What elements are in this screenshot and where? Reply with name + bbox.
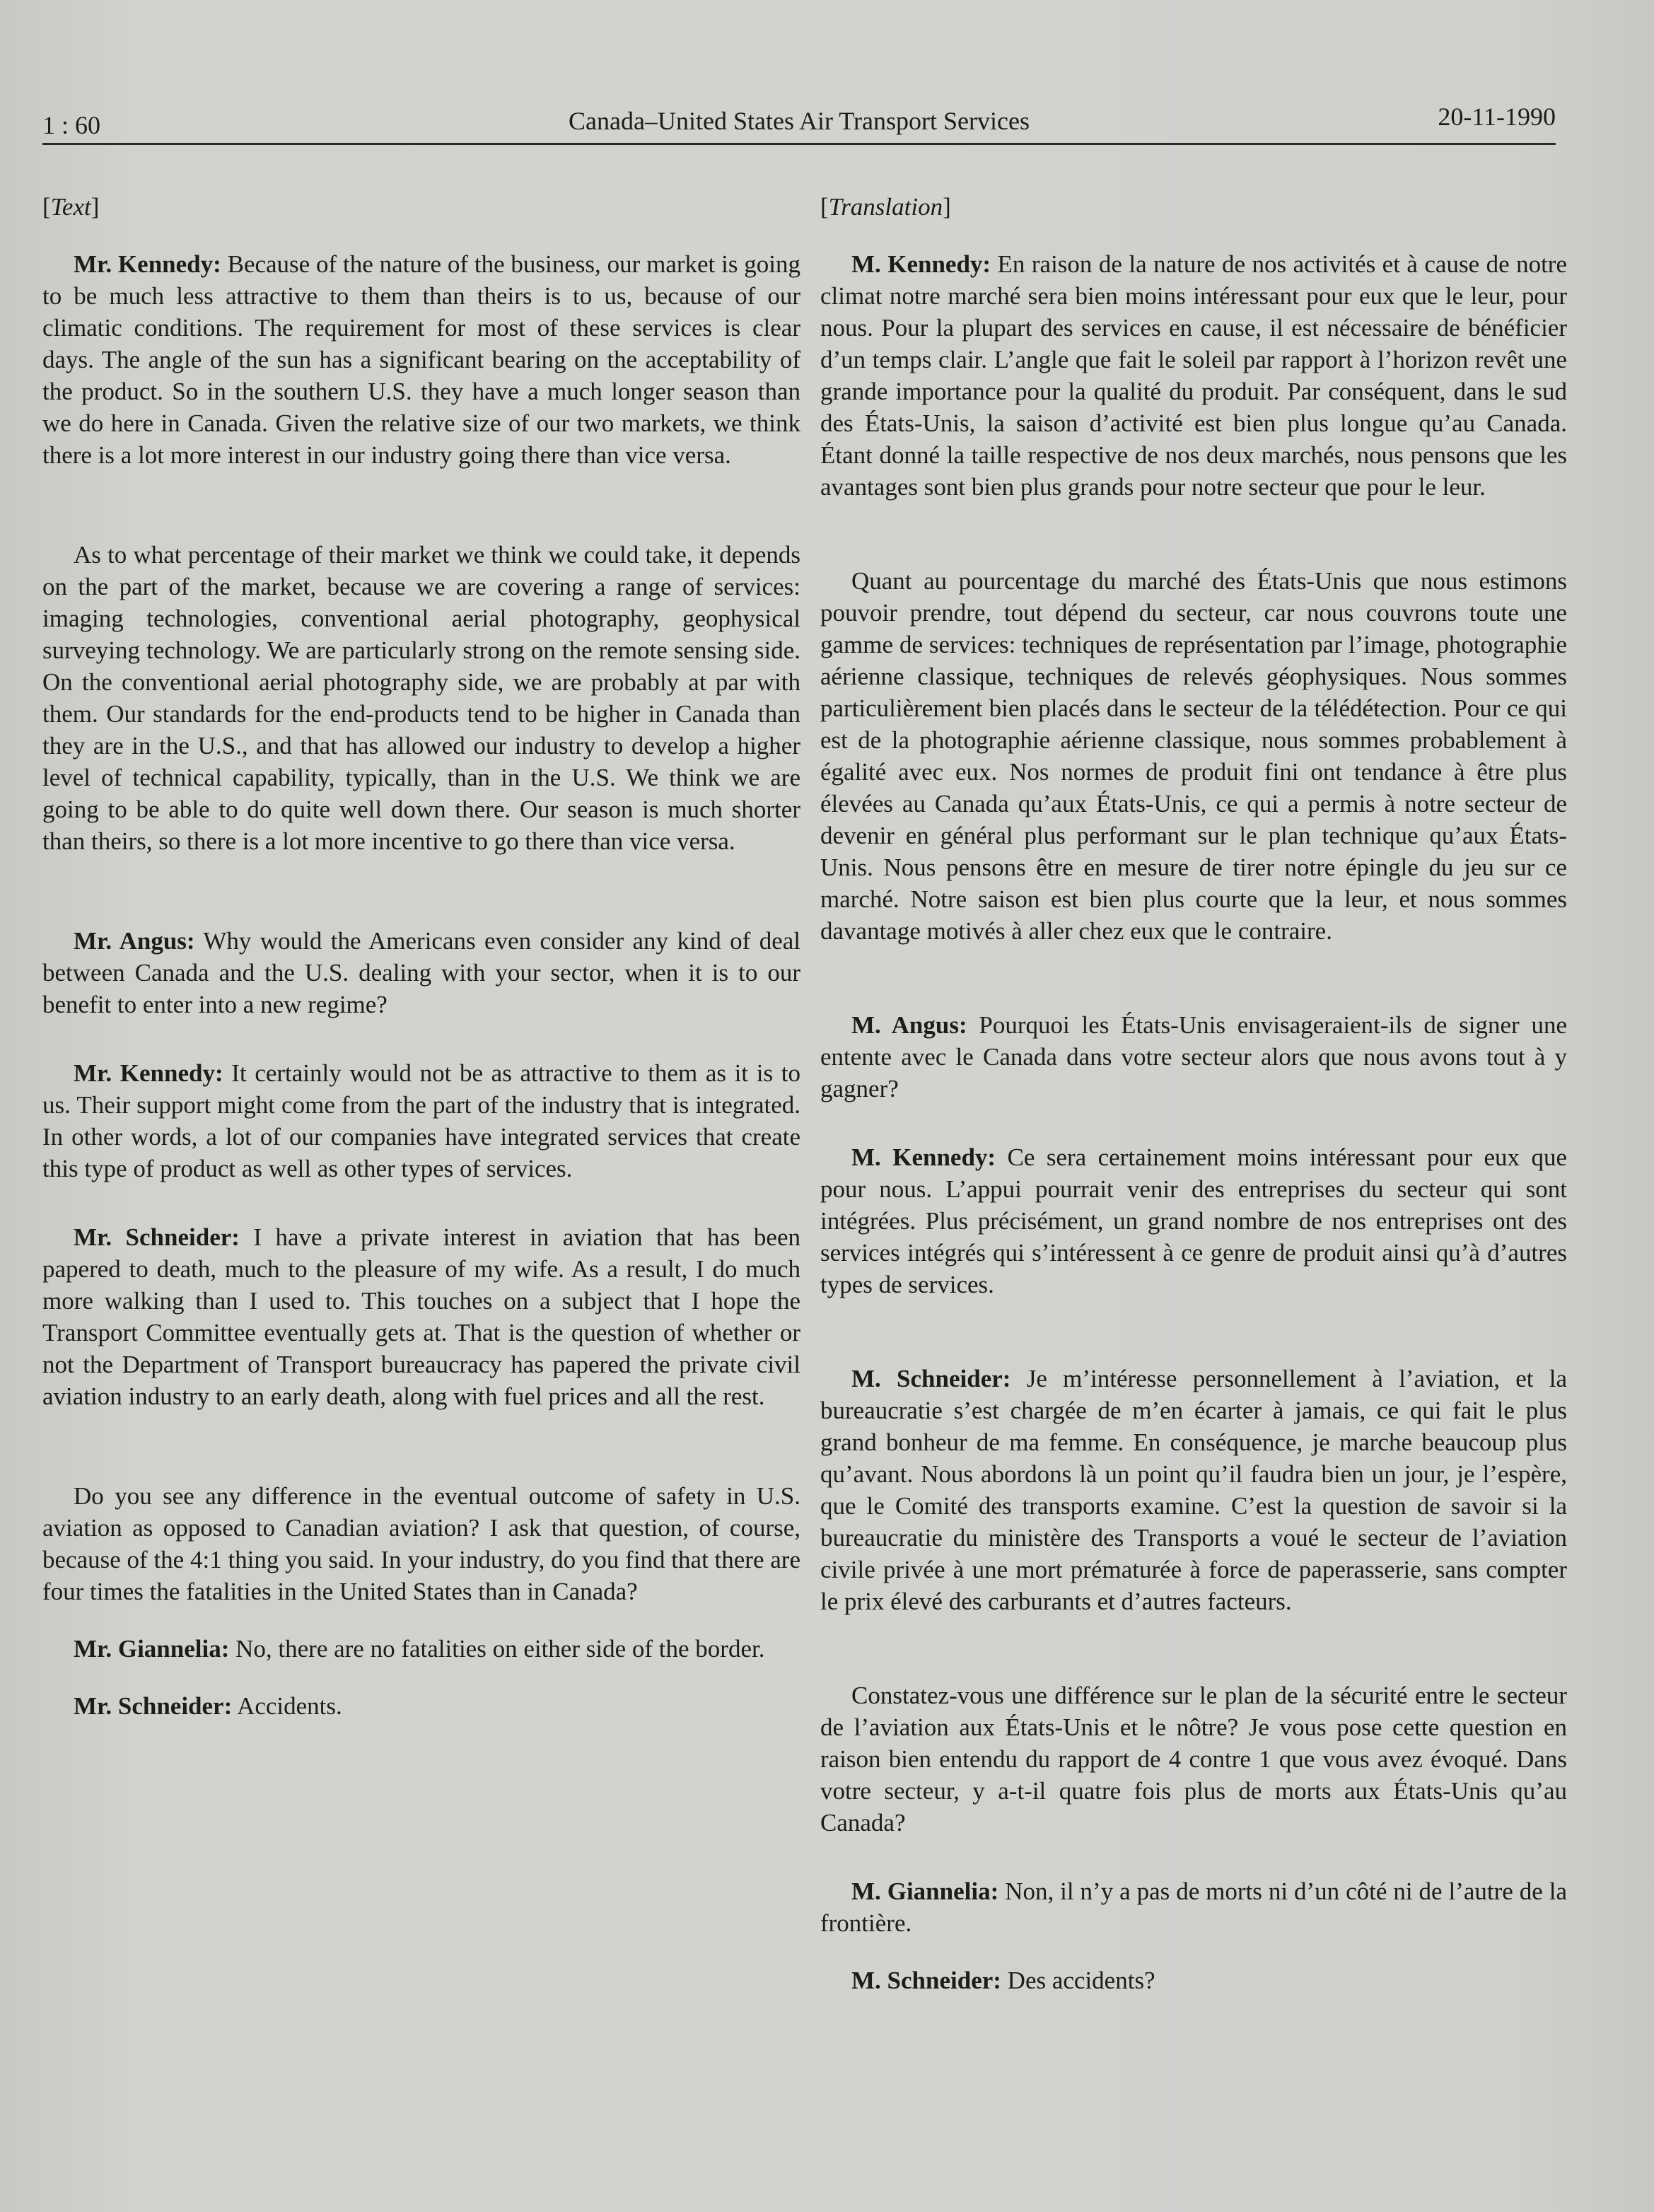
paragraph-schneider-3-fr <box>820 1964 1567 1996</box>
speaker-name: Mr. Kennedy: <box>74 1059 223 1087</box>
page-folio: 1 : 60 <box>42 111 101 139</box>
paragraph-angus-fr <box>820 1009 1567 1105</box>
paragraph-giannelia-fr <box>820 1875 1567 1939</box>
paragraph-kennedy-3-en <box>42 1057 800 1184</box>
header-date: 20-11-1990 <box>1438 103 1556 131</box>
speech-text: I have a private interest in aviation that has been papered to death, much to the pleasure of my wife. As a result, I do much more walking than I used to. This touches on a subject that I hope the Transport Committee eventually gets at. That is the question of whether or not the Department of Transport bureaucracy has papered the private civil aviation industry to an early death, along with fuel prices and all the rest. <box>42 1223 800 1410</box>
french-column <box>820 191 1567 1996</box>
speech-text: Des accidents? <box>1001 1967 1155 1994</box>
text-tag: [Text] <box>42 193 100 221</box>
paragraph-schneider-1-fr <box>820 1363 1567 1617</box>
speech-text: It certainly would not be as attractive to them as it is to us. Their support might come from the part of the industry that is integrated. In other words, a lot of our companies have integrated services that create this type of product as well as other types of services. <box>42 1059 801 1182</box>
speech-text: Pourquoi les États-Unis envisageraient-ils de signer une entente avec le Canada dans votre secteur alors que nous avons tout à y gagner? <box>820 1011 1567 1102</box>
speech-text: Ce sera certainement moins intéressant pour eux que pour nous. L’appui pourrait venir des entreprises du secteur qui sont intégrées. Plus précisément, un grand nombre de nos entreprises ont des services intégrés qui s’intéressent à ce genre de produit ainsi qu’à d’autres types de services. <box>820 1143 1567 1298</box>
speech-text: Non, il n’y a pas de morts ni d’un côté ni de l’autre de la frontière. <box>820 1878 1567 1937</box>
speech-text: Quant au pourcentage du marché des États-Unis que nous estimons pouvoir prendre, tout dépend du secteur, car nous couvrons toute une gamme de services: techniques de représentation par l’image, photographie aérienne classique, techniques de relevés géophysiques. Nous sommes particulièrement bien placés dans le secteur de la télédétection. Pour ce qui est de la photographie aérienne classique, nous sommes probablement à égalité avec eux. Nos normes de produit fini ont tendance à être plus élevées au Canada qu’aux États-Unis, ce qui a permis à notre secteur de devenir en général plus performant sur le plan technique qu’aux États-Unis. Nous pensons être en mesure de tirer notre épingle du jeu sur ce marché. Notre saison est bien plus courte que la leur, et nous sommes davantage motivés à aller chez eux que le contraire. <box>820 567 1567 945</box>
speaker-name: M. Kennedy: <box>851 250 991 278</box>
running-title: Canada–United States Air Transport Services <box>569 107 1030 135</box>
speech-text: Je m’intéresse personnellement à l’aviation, et la bureaucratie s’est chargée de m’en écarter à jamais, ce qui fait le plus grand bonheur de ma femme. En conséquence, je marche beaucoup plus qu’avant. Nous abordons là un point qu’il faudra bien un jour, je l’espère, que le Comité des transports examine. C’est la question de savoir si la bureaucratie du ministère des Transports a voué le secteur de l’aviation civile privée à une mort prématurée à force de paperasserie, sans compter le prix élevé des carburants et d’autres facteurs. <box>820 1365 1568 1615</box>
speaker-name: Mr. Kennedy: <box>74 250 221 278</box>
speaker-name: Mr. Schneider: <box>74 1692 233 1720</box>
speaker-name: Mr. Schneider: <box>74 1223 240 1251</box>
english-column <box>42 191 800 1722</box>
page-header <box>42 99 1556 145</box>
paragraph-angus-en <box>42 925 800 1020</box>
speaker-name: M. Giannelia: <box>851 1878 999 1905</box>
translation-tag: [Translation] <box>820 193 951 221</box>
paragraph-kennedy-1-fr <box>820 248 1567 503</box>
speaker-name: Mr. Angus: <box>74 927 195 955</box>
speech-text: Accidents. <box>232 1692 342 1720</box>
speech-text: Because of the nature of the business, our market is going to be much less attractive to them than theirs is to us, because of our climatic conditions. The requirement for most of these services is clear days. The angle of the sun has a significant bearing on the acceptability of the product. So in the southern U.S. they have a much longer season than we do here in Canada. Given the relative size of our two markets, we think there is a lot more interest in our industry going there than vice versa. <box>42 250 800 469</box>
paragraph-kennedy-3-fr <box>820 1141 1567 1300</box>
speech-text: Do you see any difference in the eventual outcome of safety in U.S. aviation as opposed to Canadian aviation? I ask that question, of course, because of the 4:1 thing you said. In your industry, do you find that there are four times the fatalities in the United States than in Canada? <box>42 1482 800 1605</box>
speaker-name: M. Angus: <box>851 1011 967 1039</box>
paragraph-schneider-3-en <box>42 1690 800 1722</box>
paragraph-kennedy-1-en <box>42 248 800 471</box>
speech-text: Why would the Americans even consider any kind of deal between Canada and the U.S. dealing with your sector, when it is to our benefit to enter into a new regime? <box>42 927 800 1018</box>
paragraph-schneider-2-en <box>42 1480 800 1607</box>
speech-text: En raison de la nature de nos activités et à cause de notre climat notre marché sera bien moins intéressant pour eux que le leur, pour nous. Pour la plupart des services en cause, il est nécessaire de bénéficier d’un temps clair. L’angle que fait le soleil par rapport à l’horizon revêt une grande importance pour la qualité du produit. Par conséquent, dans le sud des États-Unis, la saison d’activité est bien plus longue qu’au Canada. Étant donné la taille respective de nos deux marchés, nous pensons que les avantages sont bien plus grands pour notre secteur que pour le leur. <box>820 250 1567 501</box>
paragraph-schneider-2-fr <box>820 1680 1567 1839</box>
paragraph-schneider-1-en <box>42 1221 800 1412</box>
speaker-name: M. Schneider: <box>851 1967 1001 1994</box>
paragraph-kennedy-2-fr <box>820 565 1567 947</box>
speaker-name: Mr. Giannelia: <box>74 1635 230 1663</box>
speaker-name: M. Kennedy: <box>851 1143 996 1171</box>
speech-text: As to what percentage of their market we think we could take, it depends on the part of the market, because we are covering a range of services: imaging technologies, conventional aerial photography, geophysical surveying technology. We are particularly strong on the remote sensing side. On the conventional aerial photography side, we are probably at par with them. Our standards for the end-products tend to be higher in Canada than they are in the U.S., and that has allowed our industry to develop a higher level of technical capability, typically, than in the U.S. We think we are going to be able to do quite well down there. Our season is much shorter than theirs, so there is a lot more incentive to go there than vice versa. <box>42 541 800 855</box>
paragraph-giannelia-en <box>42 1633 800 1665</box>
speech-text: No, there are no fatalities on either side of the border. <box>229 1635 765 1663</box>
speaker-name: M. Schneider: <box>851 1365 1011 1392</box>
speech-text: Constatez-vous une différence sur le plan de la sécurité entre le secteur de l’aviation aux États-Unis et le nôtre? Je vous pose cette question en raison bien entendu du rapport de 4 contre 1 que vous avez évoqué. Dans votre secteur, y a-t-il quatre fois plus de morts aux États-Unis qu’au Canada? <box>820 1682 1567 1836</box>
paragraph-kennedy-2-en <box>42 539 800 857</box>
